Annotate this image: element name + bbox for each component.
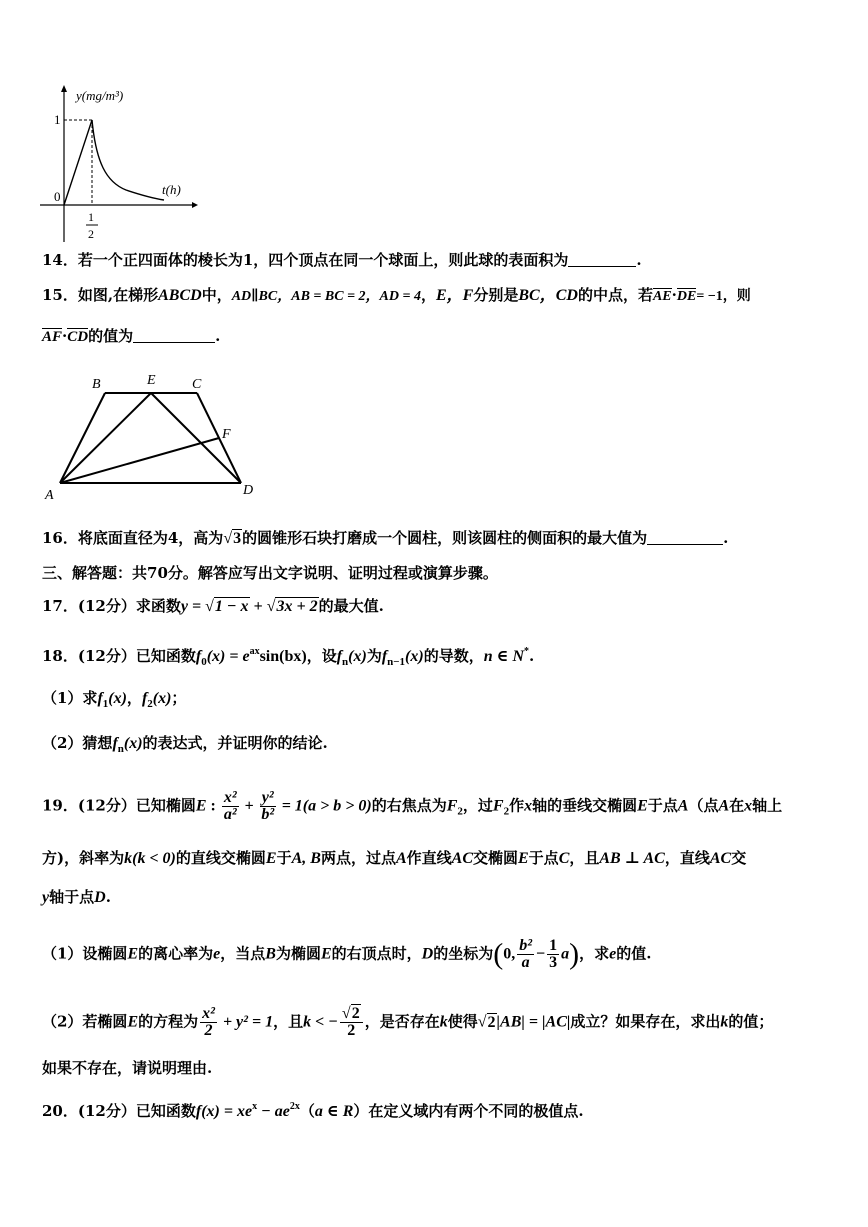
q18-fnx: (x)	[348, 648, 367, 665]
q19-2-E: E	[127, 1013, 139, 1031]
q15-bc-cd: BC，CD	[518, 287, 578, 304]
q19-l3-y: y	[42, 889, 50, 906]
q19-1-p5: 的右顶点时，	[331, 944, 422, 963]
q19-2-p2: 的方程为	[138, 1012, 199, 1031]
q18-1-x2: (x)	[152, 690, 172, 707]
trapezoid-figure	[40, 370, 270, 505]
q16-sqrt3: 3	[233, 530, 242, 547]
q20-p2: （	[299, 1102, 315, 1120]
q19-1-p4: 为椭圆	[275, 944, 321, 963]
q19-x-b: x	[744, 797, 753, 815]
q19-a2: a²	[223, 806, 237, 823]
q19-2-p6: 成立？如果存在，求出	[570, 1012, 721, 1031]
q19-1-a: a	[521, 954, 530, 971]
q19-eq: = 1(a > b > 0)	[277, 797, 372, 815]
label-c: C	[192, 377, 202, 392]
label-b: B	[92, 377, 101, 392]
vector-ae: AE	[652, 289, 672, 304]
q19-1-D: D	[421, 945, 434, 963]
q19-p5: 轴的垂线交椭圆	[532, 796, 638, 815]
q19-1-a2: a	[561, 945, 570, 963]
q20-p1: 20．(12分）已知函数	[42, 1102, 196, 1120]
question-19-part2-line2	[42, 1058, 212, 1078]
q18-nN: n ∈ N	[483, 648, 525, 665]
q15-p5: 的中点，若	[577, 286, 653, 304]
question-14	[42, 250, 642, 270]
question-16: 16．将底面直径为4，高为√3的圆锥形石块打磨成一个圆柱，则该圆柱的侧面积的最大值为 .	[42, 529, 729, 547]
q19-p4: 作	[509, 796, 525, 815]
question-19-line2	[42, 848, 746, 869]
q17-y: y =	[180, 598, 206, 615]
q19-l2-AC: AC	[451, 850, 473, 867]
t-axis-label: t(h)	[162, 182, 181, 197]
q15-p6: 的值为	[88, 327, 134, 345]
label-e: E	[147, 373, 156, 388]
q18-p2: ，设	[306, 647, 337, 665]
rising-line	[64, 120, 92, 205]
q19-frac-x	[222, 790, 239, 823]
q19-l2-p10: 交	[731, 849, 747, 867]
q19-E-b: E	[637, 797, 648, 815]
q18-2-x: (x)	[123, 735, 143, 752]
q19-p1: 19．(12分）已知椭圆	[42, 796, 196, 815]
half-numerator: 1	[88, 210, 94, 224]
q18-p4: 的导数，	[423, 647, 484, 665]
q19-l2-k: k(k < 0)	[124, 850, 176, 867]
q17-radicand-1: 1 − x	[214, 598, 249, 615]
q19-l2-E: E	[265, 850, 277, 867]
q19-l2-E-b: E	[518, 850, 529, 867]
q19-1-e-b: e	[609, 945, 617, 963]
q19-l2-AB: A, B	[291, 850, 321, 867]
q19-b2: b²	[261, 806, 275, 823]
question-15-line2	[42, 326, 220, 347]
question-19-part1: （1）设椭圆E的离心率为e，当点B为椭圆E的右顶点时，D的坐标为(0, $\frac{\text{b²}}{a}$ − $\frac{1}{3}$ a)，求e的值.	[42, 937, 652, 971]
q18-1-end: ；	[171, 689, 187, 707]
q19-2-s2: 2	[487, 1013, 496, 1031]
half-denominator: 2	[88, 227, 94, 241]
q19-1-e: e	[213, 945, 221, 963]
question-19	[42, 790, 782, 823]
label-a: A	[45, 488, 54, 503]
q19-1-one: 1	[549, 937, 558, 954]
q19-1-p2: 的离心率为	[138, 944, 214, 963]
q19-F2-b: F	[492, 797, 504, 815]
q18-1-sep: ，	[126, 689, 142, 707]
question-20	[42, 1097, 584, 1122]
q19-l2-p2: 的直线交椭圆	[175, 849, 266, 867]
q14-end: .	[636, 251, 642, 269]
q16-p2: 的圆锥形石块打磨成一个圆柱，则该圆柱的侧面积的最大值为	[242, 529, 648, 547]
q19-F2: F	[446, 797, 458, 815]
q19-l2-p9: ，直线	[664, 849, 710, 867]
q18-p3: 为	[366, 647, 382, 665]
decay-curve	[92, 120, 164, 200]
q15-dot: ·	[671, 286, 677, 304]
question-19-part2: （2）若椭圆E的方程为 $\frac{\text{x²}}{2}$ + y² = 1，且k < − $\frac{√2}{2}$ ，是否存在k使得√2|AB| = |AC|成立？如果存在，求出k的值；	[42, 1005, 774, 1039]
q19-l2-C: C	[558, 850, 570, 867]
q19-1-zero: 0,	[503, 945, 516, 963]
q19-1-p3: ，当点	[220, 944, 266, 963]
q18-fn1x: (x)	[405, 648, 424, 665]
q18-2-p1: （2）猜想	[42, 734, 113, 752]
q19-l2-p7: 于点	[528, 849, 559, 867]
origin-label: 0	[54, 189, 61, 204]
q15-abcd: ABCD	[158, 287, 202, 304]
q20-xs: x	[252, 1101, 258, 1112]
q14-answer-blank[interactable]	[568, 252, 636, 267]
q18-f0-sub: 0	[201, 656, 207, 668]
tick-one: 1	[54, 112, 61, 127]
q16-p1: 16．将底面直径为4，高为	[42, 529, 224, 547]
q18-f0: f	[195, 648, 202, 665]
q19-p3: ，过	[462, 796, 493, 815]
q19-1-frac-third	[547, 938, 559, 971]
vector-cd: CD	[67, 329, 89, 345]
q19-l3-end: .	[105, 888, 111, 906]
q19-l2-p3: 于	[276, 849, 292, 867]
q19-l2-p1: 方)，斜率为	[42, 849, 125, 867]
q19-p2: 的右焦点为	[371, 796, 447, 815]
q19-A-b: A	[718, 797, 730, 815]
q20-xs2: 2x	[289, 1101, 300, 1112]
q19-y2: y²	[261, 789, 274, 806]
q19-p6: 于点	[647, 796, 678, 815]
q19-2-ab: |AB| = |AC|	[496, 1013, 571, 1031]
q19-2-p3: ，且	[273, 1012, 304, 1031]
q18-2-p2: 的表达式，并证明你的结论.	[142, 734, 328, 752]
q19-2-frac-sqrt2: $\frac{√2}{2}$	[340, 1006, 363, 1039]
q17-p2: 的最大值.	[318, 597, 384, 615]
q18-star: *	[524, 646, 530, 657]
q15-end: .	[215, 327, 221, 345]
q19-l2-p4: 两点，过点	[320, 849, 396, 867]
q18-n1: n−1	[387, 656, 406, 668]
q15-p1: 15．如图,在梯形	[42, 286, 159, 304]
section-3-heading	[42, 563, 498, 583]
q19-2-p4: ，是否存在	[364, 1012, 440, 1031]
question-18-part2	[42, 733, 328, 759]
label-f: F	[222, 427, 231, 442]
q18-p1: 18．(12分）已知函数	[42, 647, 196, 665]
q20-aR: a ∈ R	[314, 1103, 354, 1120]
q19-2-p1: （2）若椭圆	[42, 1012, 128, 1031]
q19-1-E-b: E	[320, 945, 332, 963]
q18-f0x: (x) = e	[206, 648, 250, 665]
q14-text: 14．若一个正四面体的棱长为1，四个顶点在同一个球面上，则此球的表面积为	[42, 251, 569, 269]
q19-2-rest: + y² = 1	[218, 1013, 274, 1031]
q19-2-x2: x²	[202, 1005, 215, 1022]
q19-1-three: 3	[549, 954, 558, 971]
q19-p8: 在	[729, 796, 745, 815]
q16-end: .	[723, 529, 729, 547]
q19-l2-p6: 交椭圆	[472, 849, 518, 867]
concentration-graph	[36, 82, 206, 244]
q19-2-r2: 2	[351, 1005, 360, 1022]
q18-ax: ax	[249, 646, 260, 657]
q15-p3: ，	[420, 286, 436, 304]
section-3-text: 三、解答题：共70分。解答应写出文字说明、证明过程或演算步骤。	[42, 564, 498, 582]
q19-l2-perp: AB ⊥ AC	[599, 850, 665, 867]
q19-l2-AC-b: AC	[709, 850, 732, 867]
q19-2-k: k < −	[303, 1013, 338, 1031]
q19-plus: +	[240, 797, 258, 815]
y-axis-label: y(mg/m³)	[76, 88, 124, 103]
vector-af: AF	[42, 329, 63, 345]
q15-eq: = −1，则	[696, 289, 751, 304]
q18-fn: f	[336, 648, 343, 665]
question-19-line3	[42, 887, 111, 908]
q18-2-fn: f	[112, 735, 118, 752]
q19-1-B: B	[265, 945, 276, 963]
q17-radicand-2: 3x + 2	[276, 598, 318, 615]
q19-x: x	[524, 797, 533, 815]
q19-2-k3: k	[720, 1013, 729, 1031]
q19-1-p7: ，求	[579, 944, 610, 963]
q19-F2-sub: 2	[457, 805, 463, 818]
q15-dot-2: ·	[62, 327, 68, 345]
q18-2-n: n	[117, 743, 124, 755]
q19-l3-D: D	[94, 889, 106, 906]
q19-x2: x²	[223, 789, 237, 806]
y-axis-arrow	[61, 85, 67, 92]
q19-1-b2: b²	[519, 937, 533, 954]
q19-l2-p5: 作直线	[406, 849, 452, 867]
q19-1-p8: 的值.	[616, 944, 652, 963]
q19-colon: :	[206, 797, 220, 815]
q19-E: E	[195, 797, 207, 815]
q19-2-frac-x	[200, 1006, 217, 1039]
q15-conditions: AD∥BC，AB = BC = 2，AD = 4	[231, 289, 421, 304]
label-d: D	[243, 483, 254, 498]
q19-frac-y	[260, 790, 276, 823]
q15-p2: 中，	[201, 286, 232, 304]
q19-2-p7: 的值；	[728, 1012, 774, 1031]
q18-1-p1: （1）求	[42, 689, 98, 707]
edge-ab	[60, 393, 105, 483]
q19-l2-p8: ，且	[569, 849, 600, 867]
q19-F2-sub-b: 2	[503, 805, 510, 818]
q18-n: n	[342, 656, 349, 668]
q19-2-two: 2	[204, 1022, 213, 1039]
q19-3-text: 如果不存在，请说明理由.	[42, 1059, 213, 1077]
q18-1-f2: f	[141, 690, 148, 707]
q18-fn1: f	[381, 648, 388, 665]
q15-answer-blank[interactable]	[133, 328, 215, 343]
q19-A: A	[677, 797, 689, 815]
q18-end: .	[529, 647, 535, 665]
q18-1-f1: f	[97, 690, 103, 707]
q19-p7: （点	[688, 796, 719, 815]
q19-l2-A: A	[395, 850, 407, 867]
question-15	[42, 285, 751, 307]
q18-1-x1: (x)	[108, 690, 127, 707]
question-18-part1	[42, 688, 186, 714]
x-axis-arrow	[192, 202, 198, 208]
q19-2-k2: k	[439, 1013, 448, 1031]
q18-1-s1: 1	[102, 698, 109, 710]
q15-ef: E，F	[436, 287, 474, 304]
q20-mid: − ae	[257, 1103, 290, 1120]
q17-plus: +	[249, 598, 267, 615]
q19-p9: 轴上	[752, 796, 783, 815]
q20-f: f(x) = xe	[195, 1103, 253, 1120]
q20-p3: ）在定义域内有两个不同的极值点.	[353, 1102, 584, 1120]
q19-2-p5: 使得	[447, 1012, 478, 1031]
q15-p4: 分别是	[473, 286, 519, 304]
question-18	[42, 642, 534, 672]
q16-answer-blank[interactable]	[647, 530, 723, 545]
question-17: 17．(12分）求函数y = √1 − x + √3x + 2的最大值.	[42, 597, 384, 615]
q19-1-minus: −	[536, 945, 546, 963]
vector-de: DE	[676, 289, 697, 304]
q18-sin: sin(bx)	[259, 648, 307, 665]
q19-1-p6: 的坐标为	[433, 944, 494, 963]
q19-1-p1: （1）设椭圆	[42, 944, 128, 963]
q19-1-E: E	[127, 945, 139, 963]
q19-2-den2: 2	[347, 1022, 356, 1039]
q17-p1: 17．(12分）求函数	[42, 597, 181, 615]
q18-1-s2: 2	[147, 698, 153, 710]
q19-1-frac-b2a	[517, 938, 534, 971]
q19-l3-p1: 轴于点	[49, 888, 95, 906]
